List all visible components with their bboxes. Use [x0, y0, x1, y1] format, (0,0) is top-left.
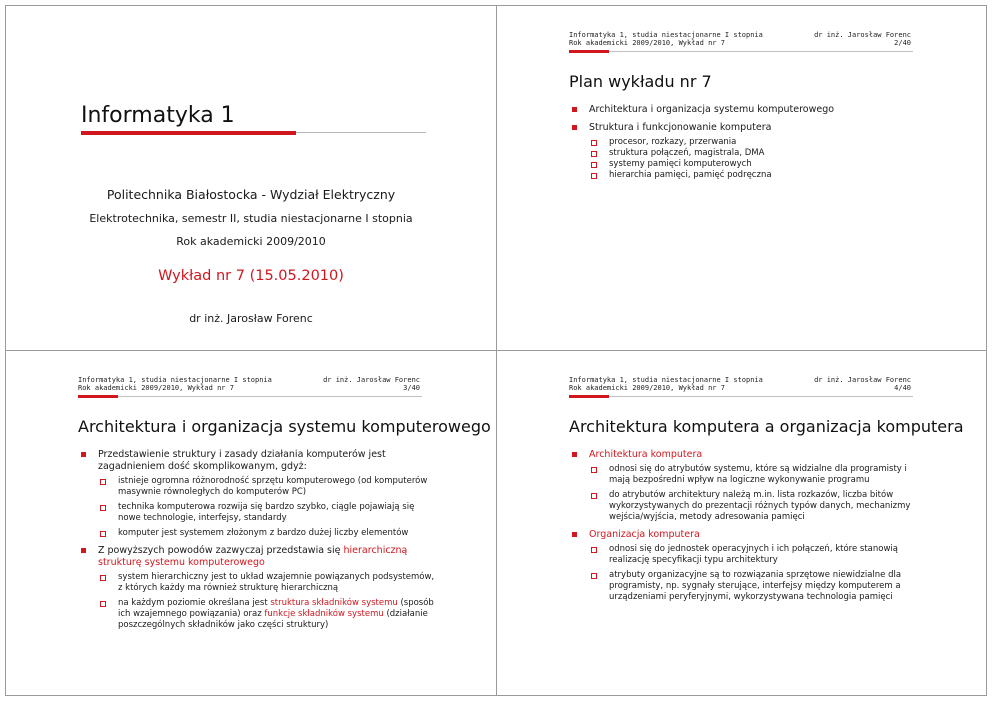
- sub-list-item: technika komputerowa rozwija się bardzo szybko, ciągle pojawiają się nowe technologie, interfejsy, standardy: [98, 502, 438, 524]
- slide-content: [78, 449, 438, 637]
- header-course: Informatyka 1, studia niestacjonarne I stopnia: [569, 376, 763, 384]
- sub-list-item: odnosi się do jednostek operacyjnych i ich połączeń, które stanowią realizację specyfikacji typu architektury: [589, 544, 929, 566]
- academic-year: Rok akademicki 2009/2010: [176, 235, 326, 248]
- header-rule: [78, 396, 422, 397]
- slide-content: [569, 104, 929, 187]
- study-field: Elektrotechnika, semestr II, studia niestacjonarne I stopnia: [89, 212, 413, 225]
- university-name: Politechnika Białostocka - Wydział Elektryczny: [106, 187, 396, 202]
- sub-list-item: systemy pamięci komputerowych: [589, 159, 929, 170]
- hollow-bullet-icon: [591, 151, 597, 157]
- header-author: dr inż. Jarosław Forenc: [814, 376, 911, 384]
- slide-title: Architektura komputera a organizacja komputera: [569, 417, 964, 436]
- hollow-bullet-icon: [100, 601, 106, 607]
- highlighted-text: hierarchiczną strukturę systemu komputerowego: [98, 545, 408, 568]
- slide-3: [6, 351, 496, 695]
- slide-header: [569, 31, 763, 47]
- sub-list-item: komputer jest systemem złożonym z bardzo dużej liczby elementów: [98, 528, 438, 539]
- square-bullet-icon: [81, 452, 86, 457]
- header-author: dr inż. Jarosław Forenc: [323, 376, 420, 384]
- sub-list-item: istnieje ogromna różnorodność sprzętu komputerowego (od komputerów masywnie równoległych do komputerów PC): [98, 476, 438, 498]
- list-item: Architektura i organizacja systemu komputerowego: [569, 104, 929, 116]
- author-name: dr inż. Jarosław Forenc: [189, 312, 313, 325]
- hollow-bullet-icon: [100, 531, 106, 537]
- slide-4: [497, 351, 987, 695]
- slide-title: Plan wykładu nr 7: [569, 72, 712, 91]
- lecture-title: Wykład nr 7 (15.05.2010): [158, 268, 344, 284]
- header-course: Informatyka 1, studia niestacjonarne I stopnia: [569, 31, 763, 39]
- hollow-bullet-icon: [591, 173, 597, 179]
- sub-list-item: odnosi się do atrybutów systemu, które są widzialne dla programisty i mają bezpośredni wpływ na logiczne wykonywanie programu: [589, 464, 929, 486]
- slide-header-right: [814, 376, 911, 392]
- square-bullet-icon: [572, 452, 577, 457]
- header-author: dr inż. Jarosław Forenc: [814, 31, 911, 39]
- header-rule: [569, 51, 913, 52]
- square-bullet-icon: [81, 548, 86, 553]
- hollow-bullet-icon: [100, 479, 106, 485]
- header-year: Rok akademicki 2009/2010, Wykład nr 7: [569, 39, 725, 47]
- hollow-bullet-icon: [100, 575, 106, 581]
- hollow-bullet-icon: [100, 505, 106, 511]
- sub-list-item: hierarchia pamięci, pamięć podręczna: [589, 170, 929, 181]
- title-accent-bar: [81, 131, 296, 135]
- hollow-bullet-icon: [591, 547, 597, 553]
- header-year: Rok akademicki 2009/2010, Wykład nr 7: [78, 384, 234, 392]
- handout-page: [5, 5, 987, 696]
- slide-title: Informatyka 1: [81, 103, 235, 128]
- hollow-bullet-icon: [591, 162, 597, 168]
- header-accent-bar: [569, 50, 609, 53]
- header-rule: [569, 396, 913, 397]
- slide-header: [569, 376, 763, 392]
- slide-content: [569, 449, 929, 609]
- page-number: 2/40: [894, 39, 911, 47]
- slide-header: [78, 376, 272, 392]
- list-item: Z powyższych powodów zazwyczaj przedstawia się hierarchiczną strukturę systemu komputerowego system hierarchiczny jest to układ wzajemnie powiązanych podsystemów, z których każdy ma również strukturę hierarchiczną na każdym poziomie określana jest struktura składników systemu (sposób ich wzajemnego powiązania) oraz funkcje składników systemu (działanie poszczególnych składników jako części struktury): [78, 545, 438, 631]
- header-course: Informatyka 1, studia niestacjonarne I stopnia: [78, 376, 272, 384]
- square-bullet-icon: [572, 107, 577, 112]
- hollow-bullet-icon: [591, 140, 597, 146]
- page-number: 4/40: [894, 384, 911, 392]
- list-item: Przedstawienie struktury i zasady działania komputerów jest zagadnieniem dość skomplikowanym, gdyż: istnieje ogromna różnorodność sprzętu komputerowego (od komputerów masywnie równoległych do komputerów PC) technika komputerowa rozwija się bardzo szybko, ciągle pojawiają się nowe technologie, interfejsy, standardy komputer jest systemem złożonym z bardzo dużej liczby elementów: [78, 449, 438, 539]
- list-item: Architektura komputera odnosi się do atrybutów systemu, które są widzialne dla programisty i mają bezpośredni wpływ na logiczne wykonywanie programu do atrybutów architektury należą m.in. lista rozkazów, liczba bitów wykorzystywanych do prezentacji różnych typów danych, mechanizmy wejścia/wyjścia, metody adresowania pamięci: [569, 449, 929, 523]
- hollow-bullet-icon: [591, 573, 597, 579]
- page-number: 3/40: [403, 384, 420, 392]
- square-bullet-icon: [572, 532, 577, 537]
- slide-header-right: [814, 31, 911, 47]
- square-bullet-icon: [572, 125, 577, 130]
- header-accent-bar: [78, 395, 118, 398]
- list-item: Organizacja komputera odnosi się do jednostek operacyjnych i ich połączeń, które stanowią realizację specyfikacji typu architektury atrybuty organizacyjne są to rozwiązania sprzętowe niewidzialne dla programisty, np. sygnały sterujące, interfejsy między komputerem a urządzeniami peryferyjnymi, wykorzystywana technologia pamięci: [569, 529, 929, 603]
- header-accent-bar: [569, 395, 609, 398]
- highlighted-text: funkcje składników systemu: [264, 609, 384, 619]
- slide-header-right: [323, 376, 420, 392]
- slide-1: [6, 6, 496, 350]
- hollow-bullet-icon: [591, 493, 597, 499]
- sub-list-item: do atrybutów architektury należą m.in. lista rozkazów, liczba bitów wykorzystywanych do prezentacji różnych typów danych, mechanizmy wejścia/wyjścia, metody adresowania pamięci: [589, 490, 929, 523]
- sub-list-item: atrybuty organizacyjne są to rozwiązania sprzętowe niewidzialne dla programisty, np. sygnały sterujące, interfejsy między komputerem a urządzeniami peryferyjnymi, wykorzystywana technologia pamięci: [589, 570, 929, 603]
- highlighted-text: struktura składników systemu: [270, 598, 398, 608]
- sub-list-item: system hierarchiczny jest to układ wzajemnie powiązanych podsystemów, z których każdy ma również strukturę hierarchiczną: [98, 572, 438, 594]
- sub-list-item: procesor, rozkazy, przerwania: [589, 137, 929, 148]
- hollow-bullet-icon: [591, 467, 597, 473]
- slide-title: Architektura i organizacja systemu komputerowego: [78, 417, 491, 436]
- sub-list-item: struktura połączeń, magistrala, DMA: [589, 148, 929, 159]
- header-year: Rok akademicki 2009/2010, Wykład nr 7: [569, 384, 725, 392]
- sub-list-item: na każdym poziomie określana jest struktura składników systemu (sposób ich wzajemnego powiązania) oraz funkcje składników systemu (działanie poszczególnych składników jako części struktury): [98, 598, 438, 631]
- list-item: Struktura i funkcjonowanie komputera procesor, rozkazy, przerwania struktura połączeń, magistrala, DMA systemy pamięci komputerowych hierarchia pamięci, pamięć podręczna: [569, 122, 929, 181]
- slide-2: [497, 6, 987, 350]
